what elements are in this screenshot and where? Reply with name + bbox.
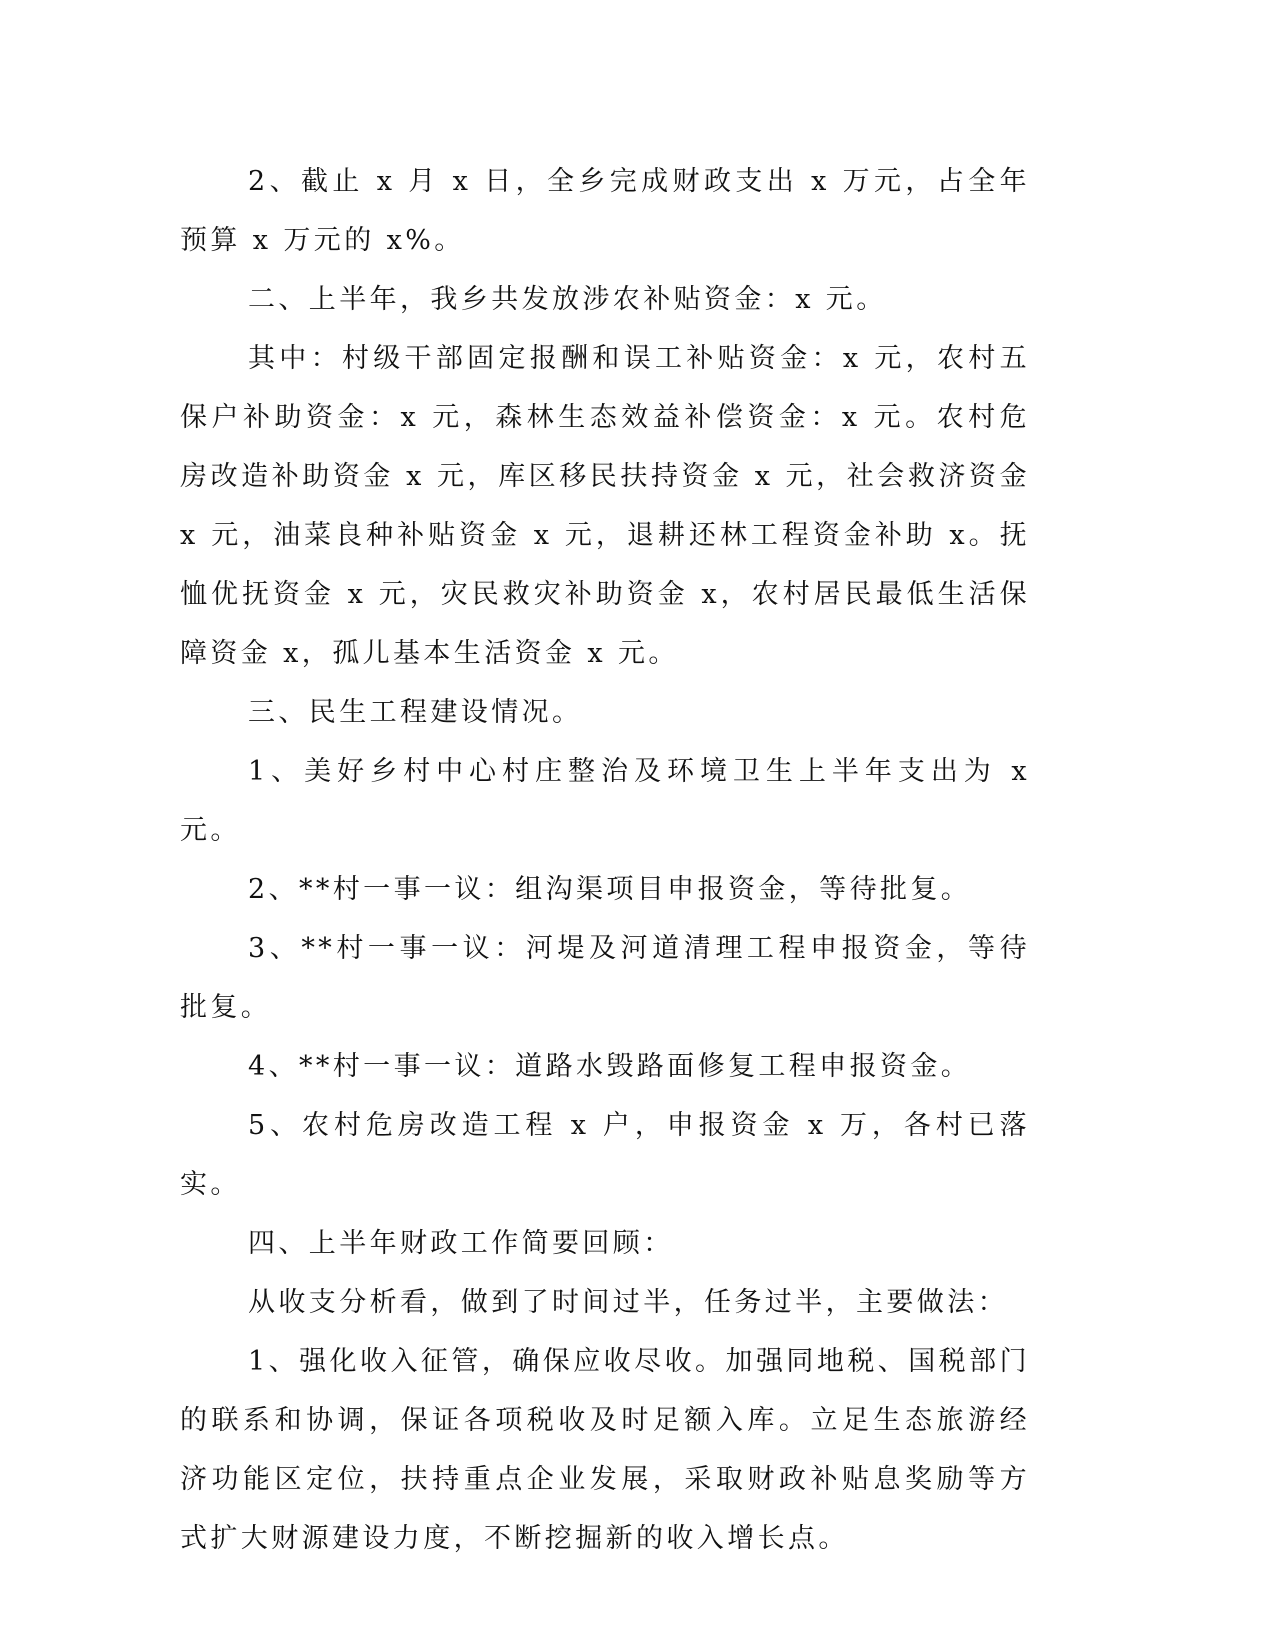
paragraph-project-4: 4、**村一事一议：道路水毁路面修复工程申报资金。 bbox=[248, 1051, 972, 1082]
paragraph-revenue-measures: 1、强化收入征管，确保应收尽收。加强同地税、国税部门的联系和协调，保证各项税收及时足额入库。立足生态旅游经济功能区定位，扶持重点企业发展，采取财政补贴息奖励等方式扩大财源建设力度，不断挖掘新的收入增长点。 bbox=[180, 1346, 1030, 1554]
paragraph-project-3: 3、**村一事一议：河堤及河道清理工程申报资金，等待批复。 bbox=[180, 933, 1030, 1023]
paragraph-section-3-heading: 三、民生工程建设情况。 bbox=[248, 697, 583, 728]
paragraph-project-1: 1、美好乡村中心村庄整治及环境卫生上半年支出为 x 元。 bbox=[180, 756, 1030, 846]
paragraph-project-5: 5、农村危房改造工程 x 户，申报资金 x 万，各村已落实。 bbox=[180, 1110, 1030, 1200]
paragraph-section-2-heading: 二、上半年，我乡共发放涉农补贴资金：x 元。 bbox=[248, 284, 887, 315]
paragraph-expenditure: 2、截止 x 月 x 日，全乡完成财政支出 x 万元，占全年预算 x 万元的 x%。 bbox=[180, 166, 1030, 256]
paragraph-subsidy-details: 其中：村级干部固定报酬和误工补贴资金：x 元，农村五保户补助资金：x 元，森林生态效益补偿资金：x 元。农村危房改造补助资金 x 元，库区移民扶持资金 x 元，社会救济资金 x 元，油菜良种补贴资金 x 元，退耕还林工程资金补助 x。抚恤优抚资金 x 元，灾民救灾补助资金 x，农村居民最低生活保障资金 x，孤儿基本生活资金 x 元。 bbox=[180, 343, 1030, 669]
paragraph-section-4-heading: 四、上半年财政工作简要回顾： bbox=[248, 1228, 674, 1259]
paragraph-project-2: 2、**村一事一议：组沟渠项目申报资金，等待批复。 bbox=[248, 874, 972, 905]
document-page bbox=[180, 152, 1030, 1568]
paragraph-analysis-intro: 从收支分析看，做到了时间过半，任务过半，主要做法： bbox=[248, 1287, 1008, 1318]
